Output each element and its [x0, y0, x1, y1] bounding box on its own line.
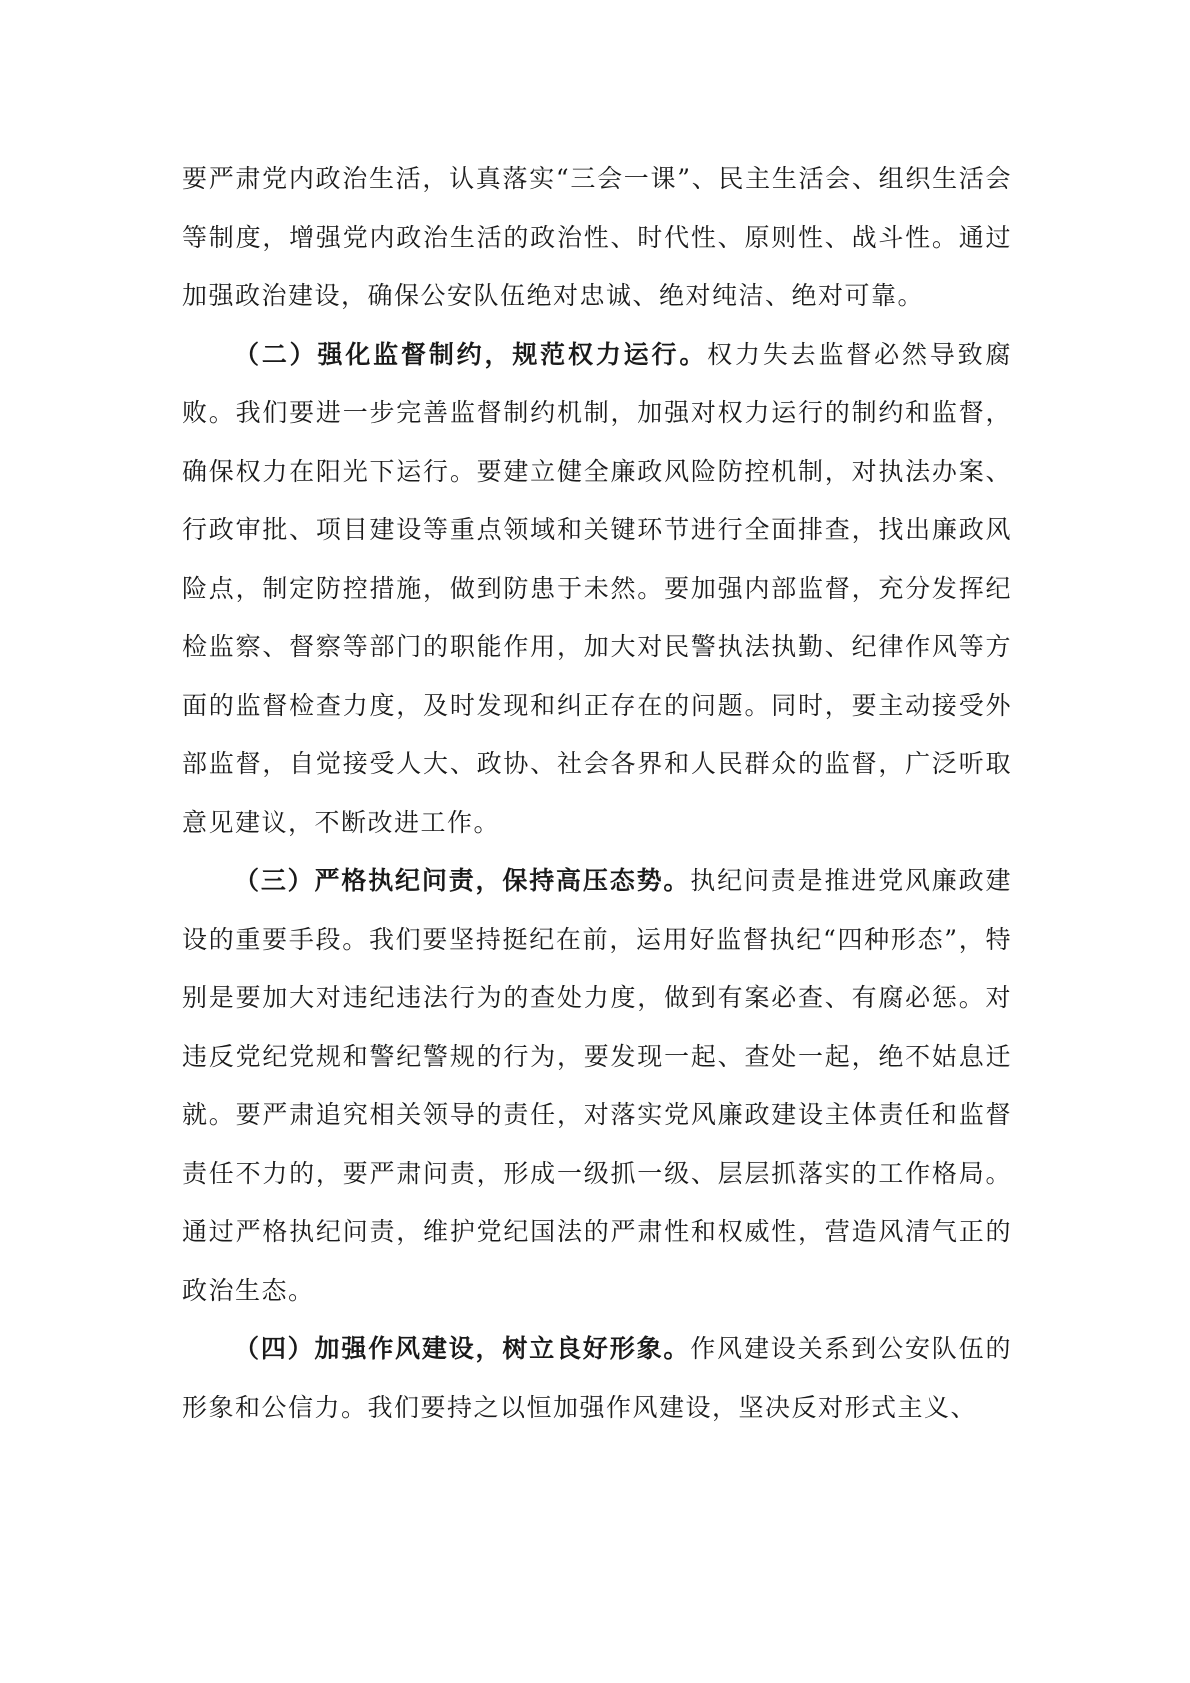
document-body [182, 150, 1012, 1437]
paragraph-text: 执纪问责是推进党风廉政建设的重要手段。我们要坚持挺纪在前，运用好监督执纪“四种形态”，特别是要加大对违纪违法行为的查处力度，做到有案必查、有腐必惩。对违反党纪党规和警纪警规的行为，要发现一起、查处一起，绝不姑息迁就。要严肃追究相关领导的责任，对落实党风廉政建设主体责任和监督责任不力的，要严肃问责，形成一级抓一级、层层抓落实的工作格局。通过严格执纪问责，维护党纪国法的严肃性和权威性，营造风清气正的政治生态。 [182, 866, 1012, 1305]
paragraph-section-2 [182, 326, 1012, 853]
paragraph-section-3 [182, 852, 1012, 1320]
paragraph-continuation [182, 150, 1012, 326]
section-heading: （三）严格执纪问责，保持高压态势。 [234, 866, 691, 895]
paragraph-section-4 [182, 1320, 1012, 1437]
paragraph-text: 作风建设关系到公安队伍的形象和公信力。我们要持之以恒加强作风建设，坚决反对形式主义、 [182, 1334, 1012, 1422]
paragraph-text: 要严肃党内政治生活，认真落实“三会一课”、民主生活会、组织生活会等制度，增强党内政治生活的政治性、时代性、原则性、战斗性。通过加强政治建设，确保公安队伍绝对忠诚、绝对纯洁、绝对可靠。 [182, 164, 1012, 310]
section-heading: （四）加强作风建设，树立良好形象。 [234, 1334, 691, 1363]
paragraph-text: 权力失去监督必然导致腐败。我们要进一步完善监督制约机制，加强对权力运行的制约和监督，确保权力在阳光下运行。要建立健全廉政风险防控机制，对执法办案、行政审批、项目建设等重点领域和关键环节进行全面排查，找出廉政风险点，制定防控措施，做到防患于未然。要加强内部监督，充分发挥纪检监察、督察等部门的职能作用，加大对民警执法执勤、纪律作风等方面的监督检查力度，及时发现和纠正存在的问题。同时，要主动接受外部监督，自觉接受人大、政协、社会各界和人民群众的监督，广泛听取意见建议，不断改进工作。 [182, 339, 1012, 837]
section-heading: （二）强化监督制约，规范权力运行。 [234, 339, 708, 369]
